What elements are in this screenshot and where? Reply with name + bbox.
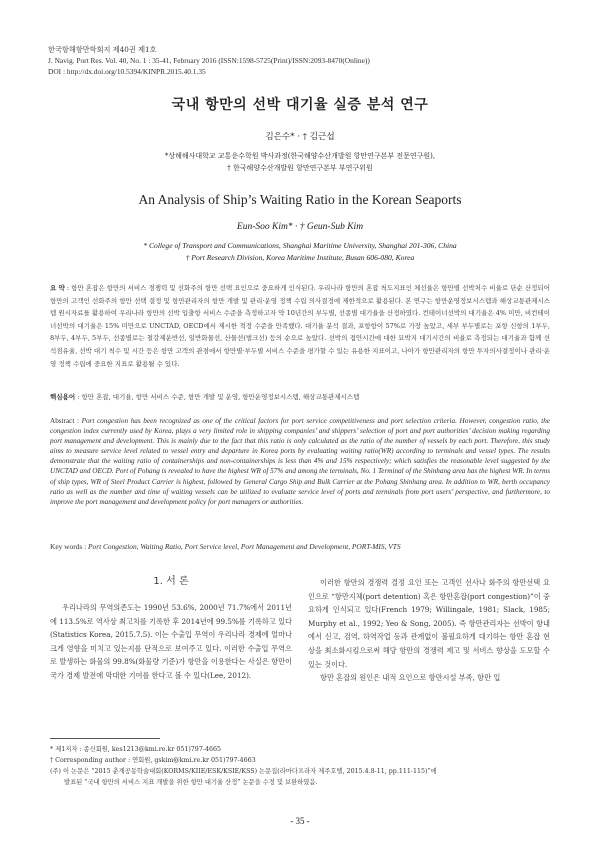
affiliations-english bbox=[0, 240, 600, 264]
footnote-corresponding-author: † Corresponding author : 연회원, gskim@kmi.re.kr 051)797-4663 bbox=[50, 757, 256, 764]
footnote-note-line-2: 발표된 “국내 항만의 서비스 지표 개발을 위한 항만 대기율 산정” 논문을 수정 및 보완하였음. bbox=[64, 779, 318, 786]
journal-citation-en: J. Navig. Port Res. Vol. 40, No. 1 : 35-41, February 2016 (ISSN:1598-5725(Print)/ISSN:2093-8470(Online)) bbox=[48, 56, 370, 65]
affiliations-korean bbox=[0, 150, 600, 174]
abstract-en-label: Abstract : bbox=[50, 417, 79, 425]
footnote-divider bbox=[50, 738, 160, 739]
body-paragraph: 항만 혼잡의 원인은 내적 요인으로 항만시설 부족, 항만 입 bbox=[320, 673, 501, 683]
affiliation-en-2: † Port Research Division, Korea Maritime Institute, Busan 606-080, Korea bbox=[185, 253, 415, 262]
abstract-en-text: Port congestion has been recognized as one of the critical factors for port service competitiveness and port selection criteria. However, congestion ratio, the congestion index currently used by Korea, plays a very limited role in shipping companies’ and shippers’ selection of port and port authorities’ decision making regarding port management and development. This is mainly due to the fact that this ratio is only calculated as the ratio of the number of vessels by each port. Therefore, this study aims to measure service level related to vessel entry and departure in Korea ports by evaluating waiting ratio(WR) according to terminals and vessel types. The results demonstrate that the waiting ratio of containerships and non-containerships is less than 4% and 15% respectively; which satisfies the reasonable level suggested by the UNCTAD and OECD. Port of Pohang is revealed to have the highest WR of 57% and among the terminals, No. 1 Terminal of the Shinhang area has the highest WR. In terms of ship types, WR of Steel Product Carrier is highest, followed by General Cargo Ship and Bulk Carrier at the Pohang Shinhang area. In addition to WR, berth occupancy ratio as well as the number and time of waiting vessels can be utilized to evaluate service level of ports and terminals from port users’ perspective, and furthermore, to improve the port management and development policy for port managers or authorities. bbox=[50, 417, 550, 506]
section-heading-introduction: 1. 서 론 bbox=[153, 576, 189, 587]
keywords-en-text: Port Congestion, Waiting Ratio, Port Service level, Port Management and Development, PORT-MIS, VTS bbox=[88, 542, 401, 551]
page-number: - 35 - bbox=[290, 816, 310, 826]
keywords-english bbox=[50, 542, 550, 551]
affiliation-ko-2: † 한국해양수산개발원 항만연구본부 부연구위원 bbox=[227, 164, 373, 172]
footnote-first-author: * 제1저자 : 종신회원, kes1213@kmi.re.kr 051)797-4665 bbox=[50, 746, 221, 753]
keywords-en-label: Key words : bbox=[50, 542, 87, 551]
title-english: An Analysis of Ship’s Waiting Ratio in the Korean Seaports bbox=[138, 192, 462, 207]
body-paragraph: 우리나라의 무역의존도는 1990년 53.6%, 2000년 71.7%에서 2011년에 113.5%로 역사상 최고치를 기록한 후 2014년에 99.5%를 기록하고 있다(Statistics Korea, 2015.7.5). 이는 수출입 무역이 우리나라 경제에 얼마나 크게 영향을 미치고 있는지를 단적으로 보여주고 있다. 이러한 수출입 무역으로 발생하는 화물의 99.8%(화물량 기준)가 항만을 이용한다는 사실은 항만이 국가 경제 발전에 막대한 기여를 한다고 볼 수 있다(Lee, 2012). bbox=[50, 603, 292, 680]
body-paragraph: 이러한 항만의 경쟁력 결정 요인 또는 고객인 선사나 화주의 항만선택 요인으로 “항만지체(port detention) 혹은 항만혼잡(port congestion)”이 중요하게 인식되고 있다(French 1979; Willingale, 1981; Slack, 1985; Murphy et al., 1992; Yeo & Song, 2005). 즉 항만관리자는 선박이 항내에서 신고, 검역, 하역작업 등과 관계없이 불필요하게 대기하는 항만 혼잡 현상을 최소화시킴으로써 해당 항만의 경쟁력 제고 및 서비스 향상을 도모할 수 있는 것이다. bbox=[308, 578, 550, 669]
keywords-ko-text: : 항만 혼잡, 대기율, 항만 서비스 수준, 항만 개발 및 운영, 항만운영정보시스템, 해상교통관제시스템 bbox=[77, 393, 360, 401]
journal-name-ko: 한국항해항만학회지 제40권 제1호 bbox=[48, 45, 157, 54]
footnote-note-line-1: (주) 이 논문은 “2015 춘계공동학술대회(KORMS/KIIE/ESK/KSIE/KSS) 논문집(라마다프라자 제주호텔, 2015.4.8-11, pp.111-115)”에 bbox=[50, 768, 437, 775]
abstract-english bbox=[50, 416, 550, 507]
affiliation-en-1: * College of Transport and Communications, Shanghai Maritime University, Shanghai 201-306, China bbox=[143, 241, 457, 250]
abstract-korean bbox=[50, 282, 550, 370]
authors-korean: 김은수* · † 김근섭 bbox=[265, 132, 335, 142]
footnotes bbox=[50, 744, 550, 788]
affiliation-ko-1: *상해해사대학교 교통운수학원 박사과정(한국해양수산개발원 항만연구본부 전문연구원), bbox=[164, 152, 436, 160]
body-column-right bbox=[308, 576, 550, 685]
abstract-ko-label: 요 약 bbox=[50, 284, 65, 292]
abstract-ko-text: : 항만 혼잡은 항만의 서비스 경쟁력 및 선화주의 항만 선택 요인으로 중요하게 인식된다. 우리나라 항만의 혼잡 척도지표인 체선율은 항만별 선박처수 비율로 단순 산정되어 항만의 고객인 선화주의 항만 선택 결정 및 항만관리자의 항만 개발 및 관리·운영 정책 수립 의사결정에 제한적으로 활용된다. 본 연구는 항만운영정보시스템과 해상교통관제시스템 원시자료를 활용하여 우리나라 항만의 선박 입출항 서비스 수준을 측정하고자 약 10년간의 부두별, 선종별 대기율을 산정하였다. 컨테이너선박의 대기율은 4% 미만, 비컨테이너선박의 대기율은 15% 미만으로 UNCTAD, OECD에서 제시한 적정 수준을 만족했다. 대기율 분석 결과, 포항항이 57%로 가장 높았고, 세부 부두별로는 포항 신항의 1부두, 8부두, 4부두, 5부두, 선종별로는 철강제운반선, 일반화물선, 산물선(벌크선) 등의 순으로 높았다. 선박의 접안시간에 대한 묘박지 대기시간의 비율로 측정되는 대기율과 함께 선석점유율, 선박 대기 척수 및 시간 등은 항만 고객의 관점에서 항만별·부두별 서비스 수준을 평가할 수 있는 유용한 지표이고, 나아가 항만관리자의 항만 투자의사결정이나 관리·운영 정책 수립에 중요한 지표로 활용될 수 있다. bbox=[50, 284, 550, 368]
authors-english: Eun-Soo Kim* · † Geun-Sub Kim bbox=[236, 222, 364, 232]
doi-line: DOI : http://dx.doi.org/10.5394/KINPR.2015.40.1.35 bbox=[48, 67, 206, 76]
journal-header bbox=[48, 44, 370, 77]
title-korean: 국내 항만의 선박 대기율 실증 분석 연구 bbox=[171, 97, 429, 113]
keywords-korean bbox=[50, 392, 550, 401]
body-column-left bbox=[50, 575, 292, 683]
keywords-ko-label: 핵심용어 bbox=[50, 393, 76, 401]
